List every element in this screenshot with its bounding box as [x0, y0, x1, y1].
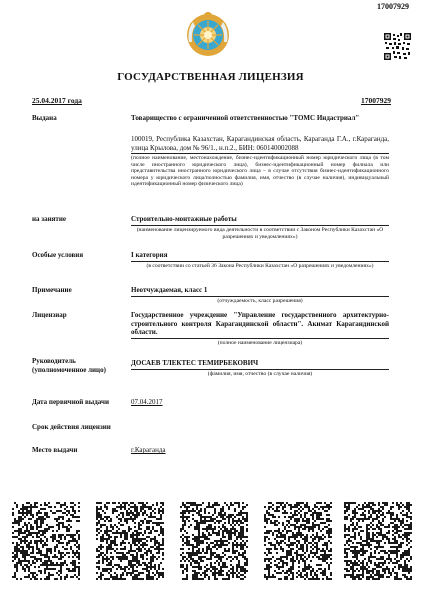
place-value: г.Караганда: [131, 446, 166, 454]
issued-to-label: Выдана: [32, 114, 57, 122]
licensor-value: Государственное учреждение "Управление государственного архитектурно-строительного контроля Карагандинской области". Акимат Карагандинской области.: [131, 311, 389, 336]
security-barcode-1: [12, 502, 80, 580]
issued-to-address: 100019, Республика Казахстан, Карагандинская область, Караганда Г.А., г.Караганда, улица Крылова, дом № 96/1., н.п.2., БИН: 060140002088: [131, 135, 389, 152]
conditions-note: (в соответствии со статьей 36 Закона Республики Казахстан «О разрешениях и уведомлениях»): [146, 263, 374, 269]
divider: [131, 225, 389, 226]
remark-note: (отчуждаемость, класс разрешения): [217, 298, 303, 304]
head-note: (фамилия, имя, отчество (в случае наличия): [207, 371, 313, 377]
head-value: ДОСАЕВ ТЛЕКТЕС ТЕМИРБЕКОВИЧ: [131, 359, 259, 367]
activity-label: на занятие: [32, 215, 66, 223]
divider: [131, 296, 389, 297]
issued-to-note: (полное наименование, местонахождение, бизнес-идентификационный номер юридического лица (в том числе иностранного юридического лица), бизнес-идентификационный номер филиала или представительства иностранного юридического лица – в случае отсутствия бизнес-идентификационного номера у юридического лица/полностью фамилия, имя, отчество (в случае наличия), индивидуальный идентификационный номер физического лица): [131, 155, 389, 188]
license-number: 17007929: [361, 96, 391, 105]
validity-label: Срок действия лицензии: [32, 423, 111, 431]
head-label: Руководитель (уполномоченное лицо): [32, 357, 106, 374]
divider: [131, 338, 389, 339]
divider: [131, 153, 389, 154]
first-issue-label: Дата первичной выдачи: [32, 398, 110, 406]
security-barcode-5: [344, 502, 412, 580]
remark-value: Неотчуждаемая, класс 1: [131, 286, 208, 294]
kazakhstan-emblem: [185, 12, 231, 58]
remark-label: Примечание: [32, 286, 72, 294]
conditions-value: I категория: [131, 251, 168, 259]
first-issue-value: 07.04.2017: [131, 398, 163, 406]
doc-number-top: 17007929: [377, 2, 409, 11]
qr-code-icon: [384, 33, 411, 60]
activity-value: Строительно-монтажные работы: [131, 215, 237, 223]
security-barcode-4: [264, 502, 332, 580]
security-barcode-2: [96, 502, 164, 580]
security-barcode-3: [180, 502, 248, 580]
issued-to-name: Товарищество с ограниченной ответственностью "ТОМС Индастриал": [131, 114, 360, 122]
divider: [131, 261, 389, 262]
conditions-label: Особые условия: [32, 251, 84, 259]
page-title: ГОСУДАРСТВЕННАЯ ЛИЦЕНЗИЯ: [117, 71, 304, 83]
activity-note: (наименование лицензируемого вида деятельности в соответствии с Законом Республики Казахстан «О разрешениях и уведомлениях»): [136, 227, 384, 240]
place-label: Место выдачи: [32, 446, 78, 454]
licensor-note: (полное наименование лицензиара): [217, 340, 303, 346]
issue-date: 25.04.2017 года: [32, 96, 82, 105]
divider: [131, 369, 389, 370]
licensor-label: Лицензиар: [32, 311, 67, 319]
